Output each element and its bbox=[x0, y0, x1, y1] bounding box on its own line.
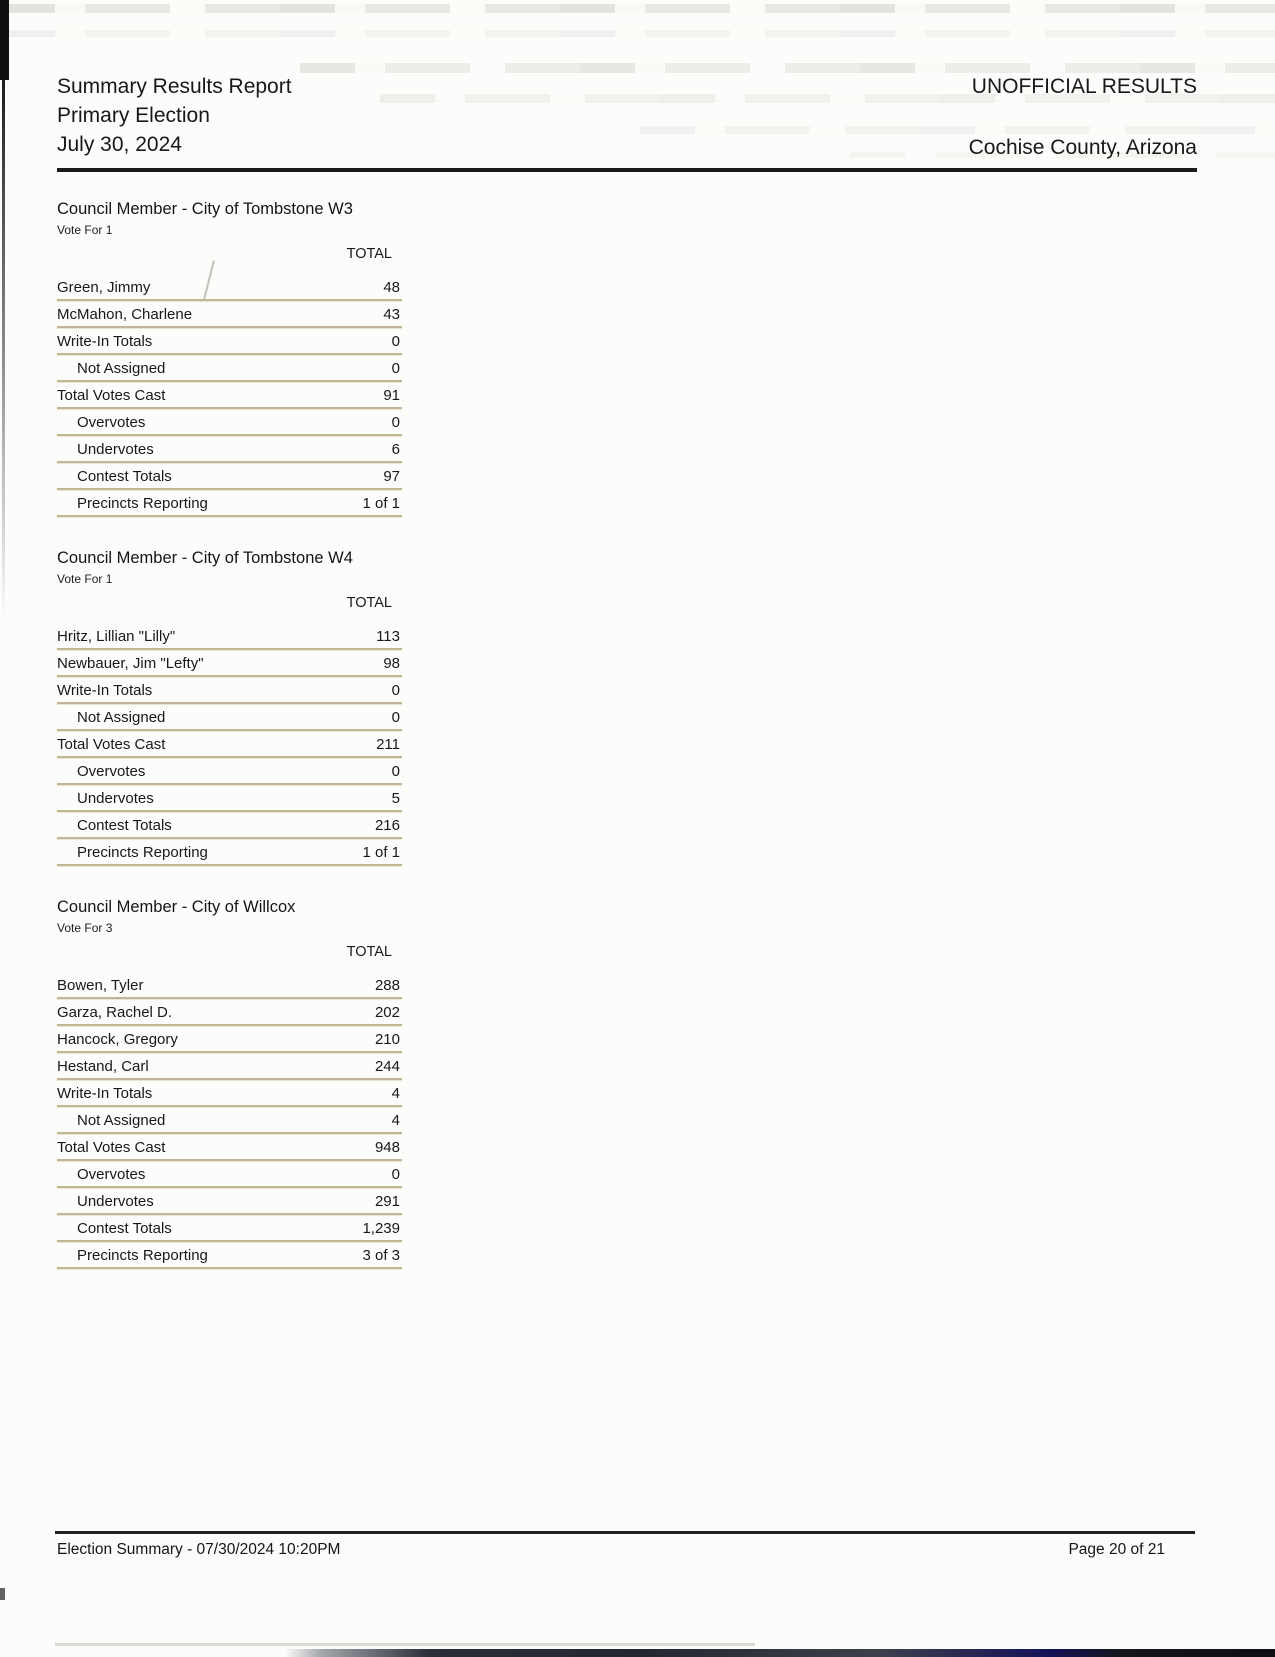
row-value: 291 bbox=[374, 1193, 400, 1210]
contest-section bbox=[57, 547, 1197, 866]
total-column-header: TOTAL bbox=[346, 944, 392, 960]
row-label: Overvotes bbox=[77, 414, 146, 431]
table-row bbox=[57, 1161, 402, 1188]
table-row bbox=[57, 972, 402, 999]
row-value: 0 bbox=[391, 360, 400, 377]
row-value: 202 bbox=[374, 1004, 400, 1021]
page-number: Page 20 of 21 bbox=[1068, 1541, 1165, 1558]
table-row bbox=[57, 1080, 402, 1107]
contest-rows bbox=[57, 623, 402, 866]
row-label: Total Votes Cast bbox=[57, 736, 166, 753]
row-label: Not Assigned bbox=[77, 709, 166, 726]
contest-section bbox=[57, 198, 1197, 517]
row-value: 1 of 1 bbox=[362, 844, 400, 861]
table-row bbox=[57, 758, 402, 785]
row-label: Undervotes bbox=[77, 790, 154, 807]
table-row bbox=[57, 382, 402, 409]
row-value: 210 bbox=[374, 1031, 400, 1048]
unofficial-results-label: UNOFFICIAL RESULTS bbox=[971, 75, 1197, 98]
row-label: Newbauer, Jim "Lefty" bbox=[57, 655, 204, 672]
contest-section bbox=[57, 896, 1197, 1269]
row-label: Undervotes bbox=[77, 441, 154, 458]
vote-for-label: Vote For 1 bbox=[57, 223, 113, 237]
row-label: Precincts Reporting bbox=[77, 844, 208, 861]
row-label: Undervotes bbox=[77, 1193, 154, 1210]
row-label: Write-In Totals bbox=[57, 682, 153, 699]
row-value: 244 bbox=[374, 1058, 400, 1075]
table-row bbox=[57, 355, 402, 382]
table-row bbox=[57, 650, 402, 677]
table-row bbox=[57, 1026, 402, 1053]
row-value: 1,239 bbox=[362, 1220, 400, 1237]
vote-for-label: Vote For 1 bbox=[57, 572, 113, 586]
report-date: July 30, 2024 bbox=[57, 133, 182, 156]
scan-bottom-smudge bbox=[55, 1643, 755, 1646]
table-row bbox=[57, 1053, 402, 1080]
table-row bbox=[57, 463, 402, 490]
report-subtitle: Primary Election bbox=[57, 104, 210, 127]
contest-title: Council Member - City of Willcox bbox=[57, 898, 296, 916]
header-divider bbox=[57, 168, 1197, 172]
row-value: 6 bbox=[391, 441, 400, 458]
table-row bbox=[57, 785, 402, 812]
table-row bbox=[57, 812, 402, 839]
row-value: 0 bbox=[391, 414, 400, 431]
contest-rows bbox=[57, 274, 402, 517]
row-value: 0 bbox=[391, 709, 400, 726]
row-label: Write-In Totals bbox=[57, 1085, 153, 1102]
row-value: 5 bbox=[391, 790, 400, 807]
footer-divider bbox=[55, 1531, 1195, 1534]
report-title: Summary Results Report bbox=[57, 75, 292, 98]
scan-edge-bar bbox=[0, 0, 9, 80]
row-label: Hancock, Gregory bbox=[57, 1031, 178, 1048]
table-row bbox=[57, 274, 402, 301]
row-label: Precincts Reporting bbox=[77, 495, 208, 512]
contest-rows bbox=[57, 972, 402, 1269]
row-value: 0 bbox=[391, 682, 400, 699]
table-row bbox=[57, 328, 402, 355]
row-value: 1 of 1 bbox=[362, 495, 400, 512]
contest-title: Council Member - City of Tombstone W3 bbox=[57, 200, 353, 218]
report-status-block bbox=[969, 72, 1197, 162]
row-value: 91 bbox=[383, 387, 400, 404]
report-title-block bbox=[57, 72, 292, 162]
table-row bbox=[57, 839, 402, 866]
row-value: 0 bbox=[391, 763, 400, 780]
table-row bbox=[57, 731, 402, 758]
row-label: Hestand, Carl bbox=[57, 1058, 149, 1075]
report-header bbox=[57, 0, 1197, 162]
row-label: Write-In Totals bbox=[57, 333, 153, 350]
row-value: 0 bbox=[391, 1166, 400, 1183]
row-value: 98 bbox=[383, 655, 400, 672]
table-row bbox=[57, 490, 402, 517]
row-label: Green, Jimmy bbox=[57, 279, 151, 296]
contest-list bbox=[57, 198, 1197, 1269]
row-label: Total Votes Cast bbox=[57, 1139, 166, 1156]
table-row bbox=[57, 409, 402, 436]
table-row bbox=[57, 999, 402, 1026]
row-label: Precincts Reporting bbox=[77, 1247, 208, 1264]
row-label: Contest Totals bbox=[77, 1220, 172, 1237]
row-value: 48 bbox=[383, 279, 400, 296]
row-value: 113 bbox=[376, 628, 400, 645]
row-value: 4 bbox=[391, 1085, 400, 1102]
table-row bbox=[57, 1107, 402, 1134]
row-value: 97 bbox=[383, 468, 400, 485]
report-page bbox=[57, 0, 1197, 1269]
table-row bbox=[57, 1134, 402, 1161]
row-value: 4 bbox=[391, 1112, 400, 1129]
row-label: Total Votes Cast bbox=[57, 387, 166, 404]
table-row bbox=[57, 1215, 402, 1242]
row-label: Bowen, Tyler bbox=[57, 977, 144, 994]
row-label: Contest Totals bbox=[77, 817, 172, 834]
total-column-header: TOTAL bbox=[346, 595, 392, 611]
total-column-header: TOTAL bbox=[346, 246, 392, 262]
vote-for-label: Vote For 3 bbox=[57, 921, 113, 935]
table-row bbox=[57, 704, 402, 731]
row-value: 0 bbox=[391, 333, 400, 350]
row-label: Garza, Rachel D. bbox=[57, 1004, 173, 1021]
county-label: Cochise County, Arizona bbox=[968, 136, 1197, 159]
table-row bbox=[57, 623, 402, 650]
table-row bbox=[57, 301, 402, 328]
row-value: 3 of 3 bbox=[362, 1247, 400, 1264]
row-label: Hritz, Lillian "Lilly" bbox=[57, 628, 176, 645]
contest-title: Council Member - City of Tombstone W4 bbox=[57, 549, 353, 567]
scan-edge-mark bbox=[0, 1588, 5, 1600]
scan-edge-line bbox=[2, 80, 5, 620]
row-label: Not Assigned bbox=[77, 1112, 166, 1129]
report-footer bbox=[57, 1541, 1197, 1559]
table-row bbox=[57, 1242, 402, 1269]
table-row bbox=[57, 436, 402, 463]
row-value: 43 bbox=[383, 306, 400, 323]
row-value: 948 bbox=[374, 1139, 400, 1156]
table-row bbox=[57, 1188, 402, 1215]
row-value: 216 bbox=[374, 817, 400, 834]
row-label: Overvotes bbox=[77, 763, 146, 780]
scan-bottom-band bbox=[0, 1649, 1275, 1657]
row-label: Overvotes bbox=[77, 1166, 146, 1183]
footer-summary-label: Election Summary - 07/30/2024 10:20PM bbox=[57, 1541, 341, 1558]
row-label: McMahon, Charlene bbox=[57, 306, 193, 323]
row-label: Contest Totals bbox=[77, 468, 172, 485]
row-value: 288 bbox=[374, 977, 400, 994]
row-value: 211 bbox=[376, 736, 400, 753]
row-label: Not Assigned bbox=[77, 360, 166, 377]
table-row bbox=[57, 677, 402, 704]
